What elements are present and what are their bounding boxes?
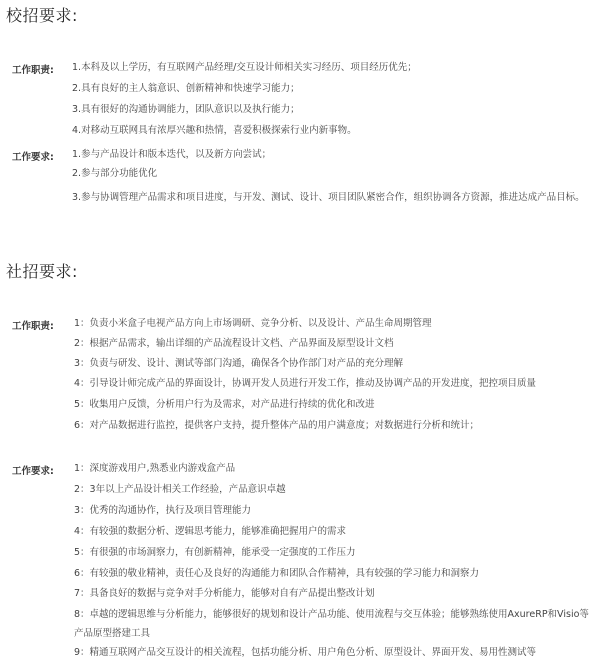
social-duty-item: 5：收集用户反馈，分析用户行为及需求，对产品进行持续的优化和改进 <box>74 399 375 410</box>
campus-duty-item: 2.具有良好的主人翁意识、创新精神和快速学习能力； <box>72 83 300 94</box>
campus-duties-label: 工作职责: <box>12 65 54 76</box>
social-requirement-item: 3：优秀的沟通协作，执行及项目管理能力 <box>74 505 252 516</box>
social-requirement-item: 6：有较强的敬业精神，责任心及良好的沟通能力和团队合作精神，具有较强的学习能力和洞察力 <box>74 568 480 579</box>
campus-requirement-item: 2.参与部分功能优化 <box>72 168 158 179</box>
campus-requirement-item: 3.参与协调管理产品需求和项目进度，与开发、测试、设计、项目团队紧密合作，组织协调各方资源，推进达成产品目标。 <box>72 192 585 203</box>
campus-requirement-item: 1.参与产品设计和版本迭代，以及新方向尝试； <box>72 149 272 160</box>
social-duty-item: 3：负责与研发、设计、测试等部门沟通，确保各个协作部门对产品的充分理解 <box>74 358 404 369</box>
social-requirement-item: 7：具备良好的数据与竞争对手分析能力，能够对自有产品提出整改计划 <box>74 588 375 599</box>
social-duty-item: 1：负责小米盒子电视产品方向上市场调研、竞争分析、以及设计、产品生命周期管理 <box>74 318 432 329</box>
campus-requirements-label: 工作要求: <box>12 152 54 163</box>
campus-duty-item: 1.本科及以上学历，有互联网产品经理/交互设计师相关实习经历、项目经历优先； <box>72 62 417 73</box>
social-requirement-item: 1：深度游戏用户,熟悉业内游戏盒产品 <box>74 463 236 474</box>
social-requirement-item: 4：有较强的数据分析、逻辑思考能力，能够准确把握用户的需求 <box>74 526 347 537</box>
social-duty-item: 4：引导设计师完成产品的界面设计，协调开发人员进行开发工作，推动及协调产品的开发进度，把控项目质量 <box>74 378 537 389</box>
social-requirement-item: 8：卓越的逻辑思维与分析能力，能够很好的规划和设计产品功能、使用流程与交互体验；能够熟练使用AxureRP和Visio等产品原型搭建工具 <box>74 609 589 639</box>
social-requirement-item: 9：精通互联网产品交互设计的相关流程，包括功能分析、用户角色分析、原型设计、界面开发、易用性测试等 <box>74 647 537 658</box>
social-requirement-item: 2：3年以上产品设计相关工作经验，产品意识卓越 <box>74 484 286 495</box>
social-duty-item: 2：根据产品需求，输出详细的产品流程设计文档、产品界面及原型设计文档 <box>74 338 394 349</box>
social-requirement-item: 5：有很强的市场洞察力，有创新精神，能承受一定强度的工作压力 <box>74 547 356 558</box>
social-duty-item: 6：对产品数据进行监控，提供客户支持，提升整体产品的用户满意度；对数据进行分析和统计； <box>74 420 480 431</box>
campus-heading: 校招要求: <box>6 6 78 25</box>
campus-duty-item: 4.对移动互联网具有浓厚兴趣和热情，喜爱积极探索行业内新事物。 <box>72 125 357 136</box>
social-duties-label: 工作职责: <box>12 321 54 332</box>
social-requirements-label: 工作要求: <box>12 466 54 477</box>
social-heading: 社招要求: <box>6 262 78 281</box>
campus-duty-item: 3.具有很好的沟通协调能力，团队意识以及执行能力； <box>72 104 300 115</box>
